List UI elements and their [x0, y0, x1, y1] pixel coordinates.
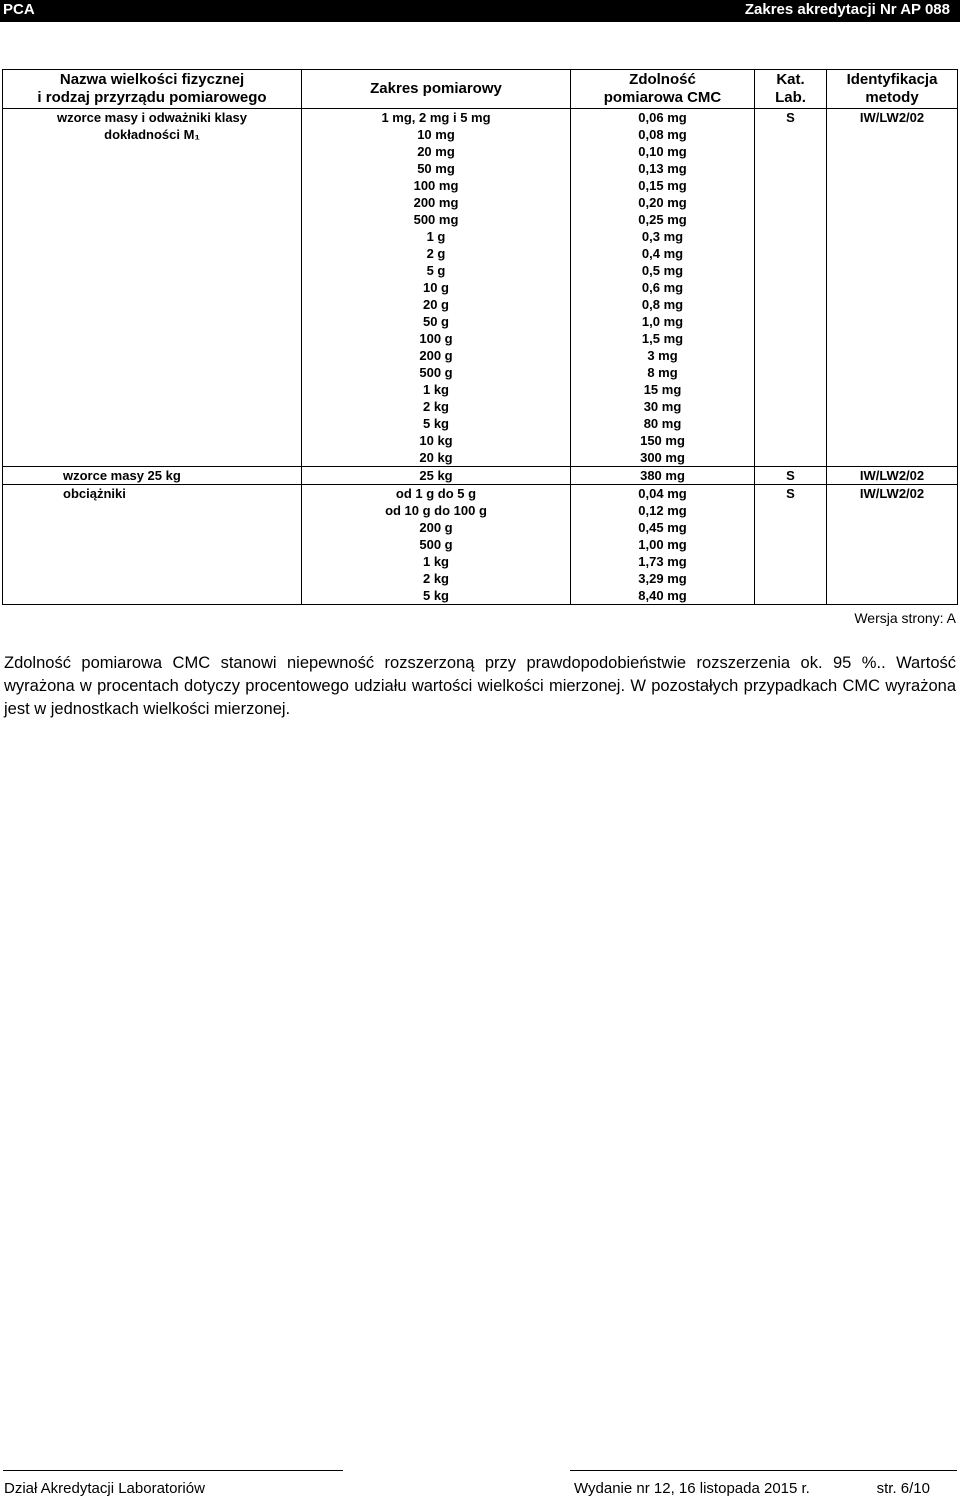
- footer-department: Dział Akredytacji Laboratoriów: [4, 1480, 205, 1497]
- range-value: od 10 g do 100 g: [385, 503, 487, 518]
- cmc-value: 3 mg: [647, 348, 678, 363]
- cmc-value: 0,10 mg: [638, 144, 687, 159]
- cmc-value: 0,4 mg: [641, 246, 684, 261]
- cmc-value: 30 mg: [643, 399, 682, 414]
- cmc-cell: [571, 467, 755, 485]
- quantity-name-cell: [3, 467, 302, 485]
- range-value: 20 g: [422, 297, 449, 312]
- cmc-value: 300 mg: [640, 450, 685, 465]
- header-org: PCA: [3, 1, 35, 18]
- range-value: 10 mg: [417, 127, 455, 142]
- table-header-row: [3, 70, 958, 109]
- category-value: S: [786, 468, 795, 483]
- range-value: 200 g: [419, 520, 453, 535]
- category-cell: [755, 109, 827, 467]
- range-value: 1 kg: [422, 382, 449, 397]
- category-cell: [755, 485, 827, 605]
- method-id: IW/LW2/02: [859, 468, 925, 483]
- header-category: [755, 70, 827, 109]
- cmc-cell: [571, 485, 755, 605]
- range-value: 1 g: [426, 229, 446, 244]
- cmc-value: 0,3 mg: [641, 229, 684, 244]
- method-cell: [827, 467, 958, 485]
- range-value: 5 kg: [422, 588, 449, 603]
- cmc-value: 0,20 mg: [638, 195, 687, 210]
- header-text-line: Identyfikacja: [846, 71, 938, 88]
- header-range: [302, 70, 571, 109]
- cmc-value: 380 mg: [640, 468, 685, 483]
- method-id: IW/LW2/02: [859, 486, 925, 501]
- cmc-value: 0,08 mg: [638, 127, 687, 142]
- page-version: Wersja strony: A: [854, 610, 956, 626]
- cmc-value: 0,13 mg: [638, 161, 687, 176]
- header-method: [827, 70, 958, 109]
- header-text-line: Kat.: [776, 71, 805, 88]
- cmc-value: 0,6 mg: [641, 280, 684, 295]
- table-row: [3, 467, 958, 485]
- range-value: 200 g: [419, 348, 453, 363]
- cmc-value: 80 mg: [643, 416, 682, 431]
- cmc-value: 1,0 mg: [641, 314, 684, 329]
- range-value: 200 mg: [413, 195, 459, 210]
- category-cell: [755, 467, 827, 485]
- header-cmc: [571, 70, 755, 109]
- quantity-name-cell: [3, 109, 302, 467]
- quantity-name: wzorce masy i odważniki klasy: [56, 110, 248, 125]
- cmc-value: 1,00 mg: [638, 537, 687, 552]
- cmc-value: 3,29 mg: [638, 571, 687, 586]
- range-cell: [302, 109, 571, 467]
- range-value: 500 mg: [413, 212, 459, 227]
- table-row: [3, 485, 958, 605]
- range-cell: [302, 467, 571, 485]
- cmc-value: 0,25 mg: [638, 212, 687, 227]
- footer-page-number: str. 6/10: [876, 1480, 930, 1497]
- page-header: [0, 0, 960, 22]
- header-title: Zakres akredytacji Nr AP 088: [744, 1, 950, 18]
- header-text-line: Nazwa wielkości fizycznej: [59, 71, 245, 88]
- range-value: 100 g: [419, 331, 453, 346]
- header-text-line: Lab.: [775, 89, 806, 106]
- cmc-note: Zdolność pomiarowa CMC stanowi niepewność rozszerzoną przy prawdopodobieństwie rozszerzenia ok. 95 %.. Wartość wyrażona w procentach dotyczy procentowego udziału wartości wielkości mierzonej. W pozostałych przypadkach CMC wyrażona jest w jednostkach wielkości mierzonej.: [4, 654, 956, 718]
- cmc-value: 8,40 mg: [638, 588, 687, 603]
- quantity-name: obciążniki: [63, 486, 126, 501]
- header-text-line: Zdolność: [629, 71, 696, 88]
- range-value: 1 kg: [422, 554, 449, 569]
- range-value: 5 kg: [422, 416, 449, 431]
- cmc-value: 150 mg: [640, 433, 685, 448]
- accreditation-table: [2, 69, 958, 605]
- header-text-line: i rodzaj przyrządu pomiarowego: [37, 89, 267, 106]
- range-value: od 1 g do 5 g: [395, 486, 477, 501]
- range-value: 100 mg: [413, 178, 459, 193]
- range-value: 25 kg: [419, 468, 453, 483]
- cmc-value: 15 mg: [643, 382, 682, 397]
- quantity-name-cell: [3, 485, 302, 605]
- method-cell: [827, 109, 958, 467]
- cmc-cell: [571, 109, 755, 467]
- table-row: [3, 109, 958, 467]
- category-value: S: [786, 486, 795, 501]
- range-value: 500 g: [419, 537, 453, 552]
- cmc-value: 0,45 mg: [638, 520, 687, 535]
- header-quantity: [3, 70, 302, 109]
- quantity-name: dokładności M₁: [104, 127, 200, 142]
- header-text-line: Zakres pomiarowy: [370, 80, 502, 97]
- range-value: 5 g: [426, 263, 446, 278]
- cmc-value: 0,15 mg: [638, 178, 687, 193]
- header-text-line: pomiarowa CMC: [603, 89, 722, 106]
- cmc-value: 1,73 mg: [638, 554, 687, 569]
- range-value: 2 kg: [422, 399, 449, 414]
- range-value: 2 kg: [422, 571, 449, 586]
- footer-divider-right: [570, 1470, 957, 1471]
- range-value: 50 mg: [417, 161, 455, 176]
- range-value: 10 g: [422, 280, 449, 295]
- method-cell: [827, 485, 958, 605]
- range-value: 2 g: [426, 246, 446, 261]
- cmc-value: 0,04 mg: [638, 486, 687, 501]
- range-value: 500 g: [419, 365, 453, 380]
- range-cell: [302, 485, 571, 605]
- cmc-value: 8 mg: [647, 365, 678, 380]
- category-value: S: [786, 110, 795, 125]
- cmc-value: 0,8 mg: [641, 297, 684, 312]
- range-value: 20 kg: [419, 450, 453, 465]
- quantity-name: wzorce masy 25 kg: [63, 468, 181, 483]
- range-value: 50 g: [422, 314, 449, 329]
- cmc-value: 0,12 mg: [638, 503, 687, 518]
- method-id: IW/LW2/02: [859, 110, 925, 125]
- cmc-value: 1,5 mg: [641, 331, 684, 346]
- range-value: 20 mg: [417, 144, 455, 159]
- cmc-value: 0,5 mg: [641, 263, 684, 278]
- header-text-line: metody: [865, 89, 919, 106]
- range-value: 10 kg: [419, 433, 453, 448]
- cmc-value: 0,06 mg: [638, 110, 687, 125]
- footer-edition: Wydanie nr 12, 16 listopada 2015 r.: [574, 1480, 810, 1497]
- footer-divider-left: [3, 1470, 343, 1471]
- range-value: 1 mg, 2 mg i 5 mg: [381, 110, 491, 125]
